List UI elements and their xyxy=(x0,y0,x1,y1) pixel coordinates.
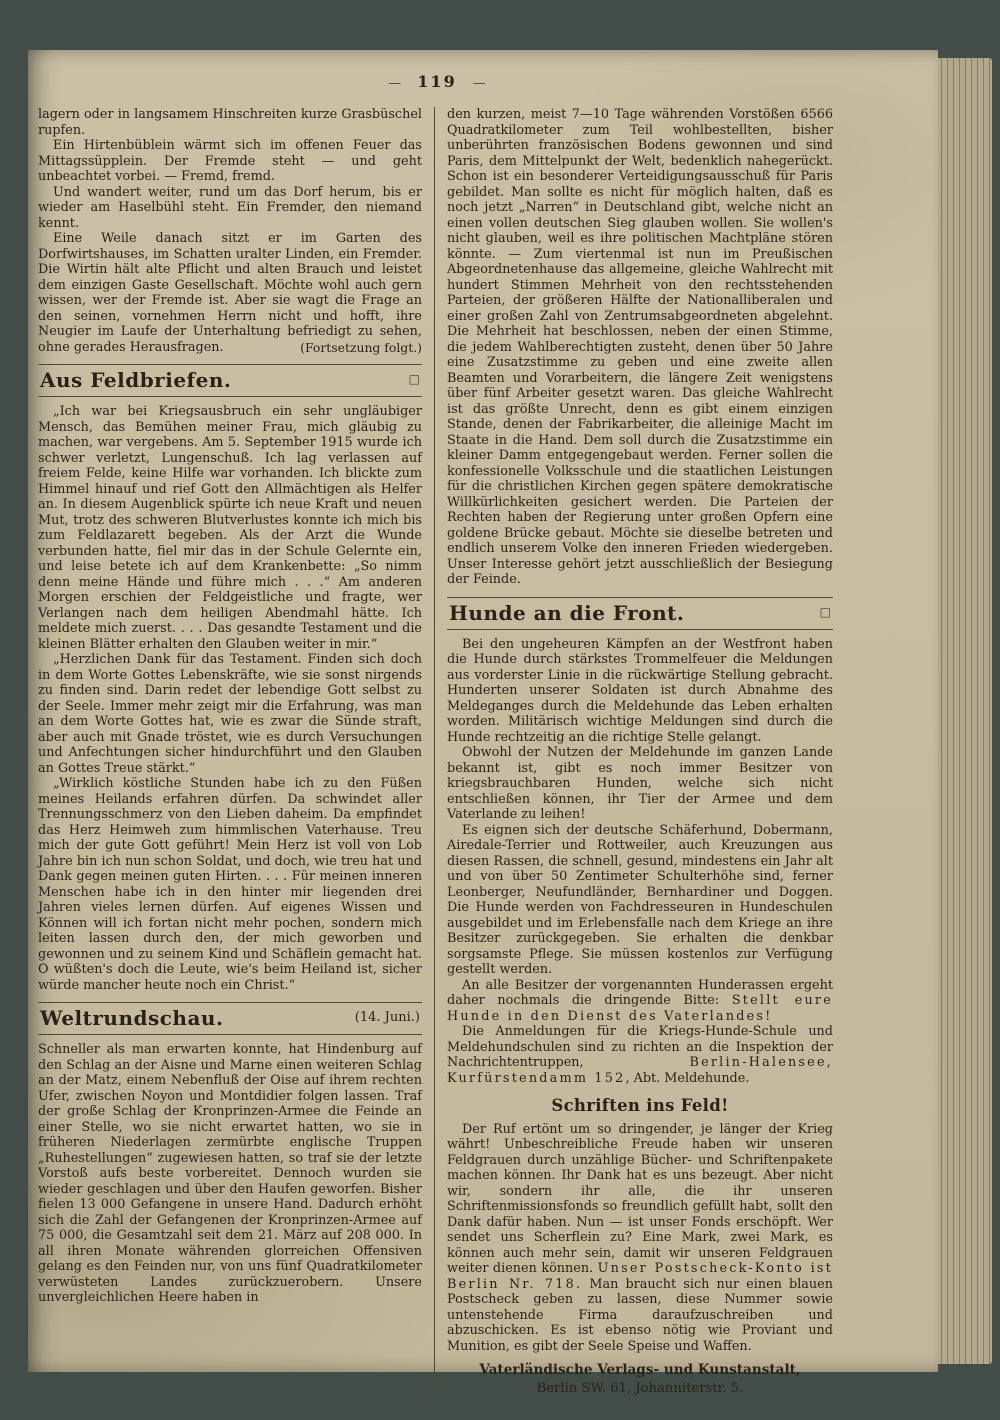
square-marker-icon: □ xyxy=(408,372,420,387)
emphasized-text: Berlin-Halensee, Kurfürstendamm 152 xyxy=(447,1055,833,1086)
page-header xyxy=(38,72,836,91)
text-run: Die Anmeldungen für die Kriegs-Hunde-Schule und Meldehundschulen sind zu richten an die Inspektion der Nachrichtentruppen, xyxy=(447,1024,833,1070)
section-header-schriften: Schriften ins Feld! xyxy=(551,1096,729,1115)
text-run: Man braucht sich nur einen blauen Postscheck geben zu lassen, diese Nummer sowie untenstehende Firma daraufzuschreiben und abzuschicken. Es ist ebenso nötig wie Proviant und Munition, es gibt der Seele Speise und Waffen. xyxy=(447,1276,833,1354)
section-header-hunde xyxy=(447,597,833,630)
section-title-weltrundschau: Weltrundschau. xyxy=(40,1006,224,1030)
page-number: 119 xyxy=(417,72,457,91)
square-marker-icon: □ xyxy=(819,604,831,619)
story-paragraph: Ein Hirtenbüblein wärmt sich im offenen Feuer das Mittagssüpplein. Der Fremde steht — und geht unbeachtet vorbei. — Fremd, fremd. xyxy=(38,138,422,184)
section-header-weltrundschau xyxy=(38,1002,422,1035)
hunde-paragraph: Bei den ungeheuren Kämpfen an der Westfront haben die Hunde durch stärkstes Trommelfeuer die Meldungen aus vorderster Linie in die rückwärtige Stellung gebracht. Hunderten unserer Soldaten ist durch Abnahme des Meldeganges durch die Meldehunde das Leben erhalten worden. Militärisch wichtige Meldungen sind durch die Hunde rechtzeitig an die richtige Stelle gelangt. xyxy=(447,636,833,745)
right-column xyxy=(434,107,833,1396)
columns xyxy=(38,107,836,1396)
continuation-note: (Fortsetzung folgt.) xyxy=(300,339,422,355)
hunde-paragraph: Es eignen sich der deutsche Schäferhund, Dobermann, Airedale-Terrier und Rottweiler, auch Kreuzungen aus diesen Rassen, die schnell, gesund, mindestens ein Jahr alt und von über 50 Zentimeter Schulterhöhe sind, ferner Leonberger, Neufundländer, Bernhardiner und Doggen. Die Hunde werden von Fachdresseuren in Hundeschulen ausgebildet und im Erlebensfalle nach dem Kriege an ihre Besitzer zurückgegeben. Sie erhalten die denkbar sorgsamste Pflege. Sie müssen kostenlos zur Verfügung gestellt werden. xyxy=(447,822,833,977)
weltrundschau-paragraph: Schneller als man erwarten konnte, hat Hindenburg auf den Schlag an der Aisne und Marne einen weiteren Schlag an der Matz, einem Nebenfluß der Oise auf ihrem rechten Ufer, zwischen Noyon und Montdidier folgen lassen. Traf der große Schlag der Kronprinzen-Armee die Feinde an einer Stelle, wo sie nicht erwartet hatten, wo sie in früheren Niederlagen zermürbte englische Truppen „Ruhestellungen“ zugewiesen hatten, so traf sie der letzte Vorstoß aufs beste vorbereitet. Dennoch wurden sie wieder geschlagen und über den Haufen geworfen. Bisher fielen 13 000 Gefangene in unsere Hand. Dadurch erhöht sich die Zahl der Gefangenen der Kronprinzen-Armee auf 75 000, die Gesamtzahl seit dem 21. März auf 208 000. In all ihren Monate währenden glorreichen Offensiven gelang es den Feinden nur, von uns fünf Quadratkilometer verwüsteten Landes zurückzuerobern. Unsere unvergleichlichen Heere haben in xyxy=(38,1042,422,1305)
text-run: An alle Besitzer der vorgenannten Hunderassen ergeht daher nochmals die dringende Bitte: xyxy=(447,977,833,1008)
hunde-call-paragraph xyxy=(447,978,833,1025)
story-paragraph: lagern oder in langsamem Hinschreiten kurze Grasbüschel rupfen. xyxy=(38,107,422,138)
section-title-feldbriefen: Aus Feldbriefen. xyxy=(40,368,232,392)
feldbrief-paragraph: „Ich war bei Kriegsausbruch ein sehr ungläubiger Mensch, das Bemühen meiner Frau, mich gläubig zu machen, war vergebens. Am 5. September 1915 wurde ich schwer verletzt, Lungenschuß. Ich lag verlassen auf freiem Felde, keine Hilfe war vorhanden. Ich blickte zum Himmel hinauf und rief Gott den Allmächtigen als Helfer an. In diesem Augenblick spürte ich neue Kraft und neuen Mut, trotz des schweren Blutverlustes konnte ich mich bis zum Feldlazarett begeben. Als der Arzt die Wunde verbunden hatte, fiel mir das in der Schule Gelernte ein, und leise betete ich auf dem Krankenbette: „So nimm denn meine Hände und führe mich . . .“ Am anderen Morgen erschien der Feldgeistliche und fragte, wer Verlangen nach dem heiligen Abendmahl hätte. Ich meldete mich zuerst. . . . Das gesandte Testament und die kleinen Blätter erhalten den Glauben weiter in mir.“ xyxy=(38,404,422,652)
text-run: , Abt. Meldehunde. xyxy=(625,1070,750,1086)
left-column xyxy=(38,107,434,1396)
page-number-dash-left: — xyxy=(388,76,402,91)
section-date: (14. Juni.) xyxy=(354,1010,420,1026)
story-paragraph: Und wandert weiter, rund um das Dorf herum, bis er wieder am Haselbühl steht. Ein Fremder, den niemand kennt. xyxy=(38,184,422,231)
story-paragraph xyxy=(38,231,422,355)
emphasized-text: Stellt eure Hunde in den Dienst des Vaterlandes! xyxy=(447,993,833,1024)
schriften-paragraph xyxy=(447,1122,833,1355)
page-edges xyxy=(936,58,992,1364)
publisher-address: Berlin SW. 61, Johanniterstr. 5. xyxy=(536,1380,744,1396)
publisher-signature: Vaterländische Verlags- und Kunstanstalt, xyxy=(479,1362,801,1378)
emphasized-text: Unser Postscheck-Konto ist Berlin Nr. 718. xyxy=(447,1261,833,1292)
feldbrief-paragraph: „Herzlichen Dank für das Testament. Finden sich doch in dem Worte Gottes Lebenskräfte, wie sie sonst nirgends zu finden sind. Darin redet der lebendige Gott selbst zu der Seele. Immer mehr zeigt mir die Erfahrung, was man an dem Worte Gottes hat, wie es zwar die Sünde straft, aber auch mit Gnade tröstet, wie es durch Versuchungen und Anfechtungen sicher hindurchführt und den Glauben an Gottes Treue stärkt.“ xyxy=(38,652,422,776)
section-header-feldbriefen xyxy=(38,364,422,397)
politik-paragraph: den kurzen, meist 7—10 Tage währenden Vorstößen 6566 Quadratkilometer zum Teil wohlbestellten, bisher unberührten französischen Bodens gewonnen und sind Paris, dem Mittelpunkt der Welt, bedenklich nahegerückt. Schon ist ein besonderer Verteidigungsausschuß für Paris gebildet. Man sollte es nicht für möglich halten, daß es noch jetzt „Narren“ in Deutschland gibt, welche nicht an einen vollen deutschen Sieg glauben wollen. Sie wollen's nicht glauben, weil es ihre politischen Machtpläne stören könnte. — Zum viertenmal ist nun im Preußischen Abgeordnetenhause das allgemeine, gleiche Wahlrecht mit hundert Stimmen Mehrheit von den rechtsstehenden Parteien, der größeren Hälfte der Nationalliberalen und einer großen Zahl von Zentrumsabgeordneten abgelehnt. Die Mehrheit hat beschlossen, neben der einen Stimme, die jedem Wahlberechtigten zusteht, denen über 50 Jahre eine Zusatzstimme zu geben und eine zweite allen Beamten und Vorarbeitern, die längere Zeit wenigstens über fünf Arbeiter gesetzt waren. Das gleiche Wahlrecht ist das größte Unrecht, denn es gibt einem einzigen Stande, denen der Fabrikarbeiter, die alleinige Macht im Staate in die Hand. Dem soll durch die Zusatzstimme ein kleiner Damm entgegengebaut werden. Ferner sollen die konfessionelle Volksschule und die staatlichen Leistungen für die christlichen Kirchen gegen spätere demokratische Willkürlichkeiten gesichert werden. Die Parteien der Rechten haben der Regierung unter großen Opfern eine goldene Brücke gebaut. Möchte sie dieselbe betreten und endlich unserem Volke den inneren Frieden wiedergeben. Unser Interesse gehört jetzt ausschließlich der Besiegung der Feinde. xyxy=(447,107,833,587)
hunde-paragraph: Obwohl der Nutzen der Meldehunde im ganzen Lande bekannt ist, gibt es noch immer Besitzer von kriegsbrauchbaren Hunden, welche sich nicht entschließen können, ihr Tier der Armee und dem Vaterlande zu leihen! xyxy=(447,745,833,822)
text-run: Der Ruf ertönt um so dringender, je länger der Krieg währt! Unbeschreibliche Freude haben wir unseren Feldgrauen durch unzählige Bücher- und Schriftenpakete machen können. Ihr Dank hat es uns bezeugt. Aber nicht wir, sondern ihr alle, die ihr unseren Schriftenmissionsfonds so freundlich gefüllt habt, sollt den Dank dafür haben. Nun — ist unser Fonds erschöpft. Wer sendet uns Scherflein zu? Eine Mark, zwei Mark, es können auch mehr sein, damit wir unseren Feldgrauen weiter dienen können. xyxy=(447,1121,833,1276)
page-number-dash-right: — xyxy=(472,76,486,91)
story-paragraph-text: Eine Weile danach sitzt er im Garten des Dorfwirtshauses, im Schatten uralter Linden, ein Fremder. Die Wirtin hält alte Pflicht und alten Brauch und leistet dem einzigen Gaste Gesellschaft. Möchte wohl auch gern wissen, wer der Fremde ist. Aber sie wagt die Frage an den seinen, vornehmen Herrn nicht und hofft, ihre Neugier im Laufe der Unterhaltung befriedigt zu sehen, ohne gerades Herausfragen. xyxy=(38,231,422,355)
magazine-page xyxy=(28,50,938,1396)
feldbrief-paragraph: „Wirklich köstliche Stunden habe ich zu den Füßen meines Heilands erfahren dürfen. Da schwindet aller Trennungsschmerz von den Lieben daheim. Da empfindet das Herz Heimweh zum himmlischen Vaterhause. Treu mich der gute Gott geführt! Mein Herz ist voll von Lob Jahre bin ich nun schon Soldat, und doch, wie treu hat und Dank gegen meinen guten Hirten. . . . Für meinen inneren Menschen habe ich in den hinter mir liegenden drei Jahren vieles lernen dürfen. Auf eigenes Wissen und Können will ich fortan nicht mehr pochen, sondern mich leiten lassen durch den, der mich geworben und gewonnen und zu seinem Kind und Schäflein gemacht hat. O wüßten's doch die Leute, wie's beim Heiland ist, sicher würde mancher heute noch ein Christ.“ xyxy=(38,776,422,993)
hunde-anmeldung-paragraph xyxy=(447,1024,833,1086)
section-title-hunde: Hunde an die Front. xyxy=(449,600,685,625)
